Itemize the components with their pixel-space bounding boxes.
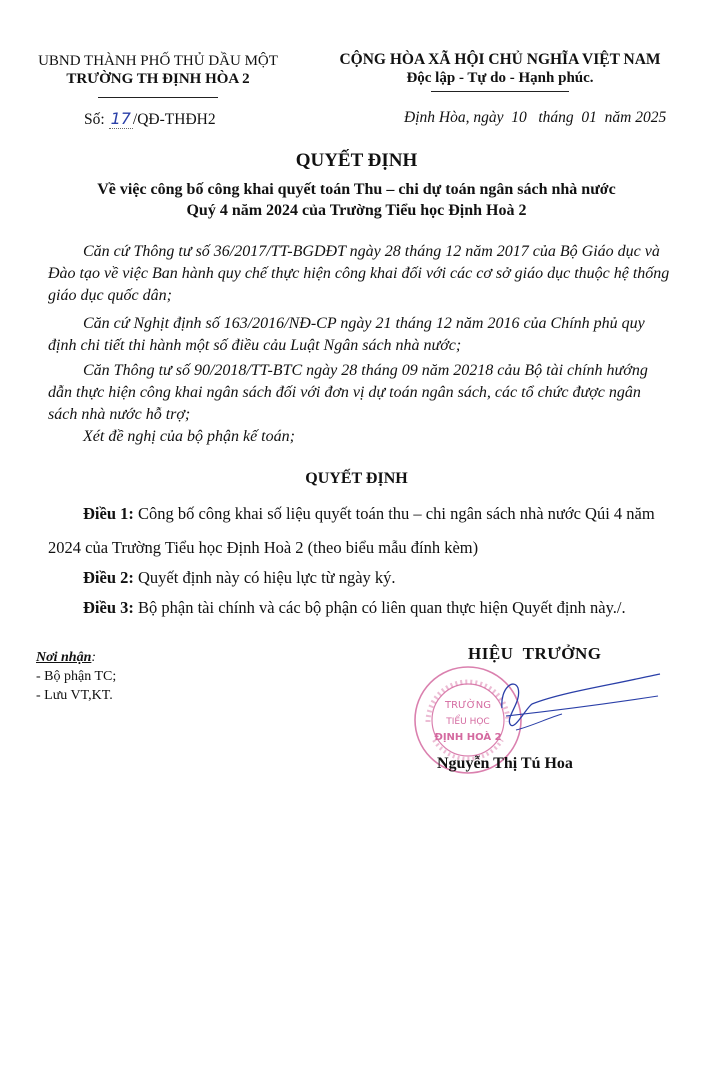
article-1 (48, 497, 673, 565)
article-2 (48, 561, 673, 595)
article-label: Điều 2: (83, 568, 134, 587)
number-suffix: /QĐ-THĐH2 (132, 111, 216, 128)
date-text: Định Hòa, ngày 10 tháng 01 năm 2025 (404, 109, 667, 126)
article-3 (48, 591, 673, 625)
document-title: QUYẾT ĐỊNH (295, 150, 418, 171)
national-motto: Độc lập - Tự do - Hạnh phúc. (406, 70, 594, 86)
recipient-item: - Lưu VT,KT. (36, 688, 113, 703)
article-text: Công bố công khai số liệu quyết toán thu – chi ngân sách nhà nước Qúi 4 năm 2024 của Trường Tiểu học Định Hoà 2 (theo biểu mẫu đính kèm) (48, 504, 655, 557)
recipient-item: - Bộ phận TC; (36, 669, 117, 684)
handwritten-number: 17 (110, 109, 131, 128)
seal-text: TRƯỜNG (445, 700, 491, 711)
divider (98, 97, 218, 98)
divider (431, 91, 569, 92)
seal-text: ĐỊNH HOÀ 2 (434, 732, 502, 743)
authority-line: UBND THÀNH PHỐ THỦ DẦU MỘT (38, 53, 278, 69)
subtitle-line-2: Quý 4 năm 2024 của Trường Tiểu học Định Hoà 2 (186, 202, 527, 219)
signer-position: HIỆU TRƯỞNG (468, 644, 602, 663)
recipients (36, 648, 116, 705)
article-text: Quyết định này có hiệu lực từ ngày ký. (133, 568, 396, 587)
school-name: TRƯỜNG TH ĐỊNH HÒA 2 (66, 71, 250, 87)
recipients-title: Nơi nhận (36, 650, 92, 665)
seal-text: TIỂU HỌC (446, 717, 490, 727)
article-label: Điều 1: (83, 504, 134, 523)
issuing-authority (18, 52, 298, 98)
date-line (404, 109, 666, 127)
handwritten-signature (492, 668, 662, 748)
national-title: CỘNG HÒA XÃ HỘI CHỦ NGHĨA VIỆT NAM (339, 51, 661, 68)
legal-basis-2: Căn cứ Nghịt định số 163/2016/NĐ-CP ngày 21 tháng 12 năm 2016 của Chính phủ quy định chi tiết thi hành một số điều cảu Luật Ngân sách nhà nước; (48, 315, 645, 354)
article-label: Điều 3: (83, 598, 134, 617)
signer-name: Nguyễn Thị Tú Hoa (437, 755, 573, 772)
recipients-colon: : (91, 650, 97, 665)
legal-basis-1: Căn cứ Thông tư số 36/2017/TT-BGDĐT ngày 28 tháng 12 năm 2017 của Bộ Giáo dục và Đào tạo về việc Ban hành quy chế thực hiện công khai đối với các cơ sở giáo dục thuộc hệ thống giáo dục quốc dân; (48, 243, 670, 304)
national-header (320, 50, 680, 92)
decision-heading: QUYẾT ĐỊNH (305, 470, 408, 487)
article-text: Bộ phận tài chính và các bộ phận có liên quan thực hiện Quyết định này./. (133, 598, 626, 617)
subtitle-line-1: Về việc công bố công khai quyết toán Thu – chi dự toán ngân sách nhà nước (97, 181, 616, 198)
proposal-line: Xét đề nghị của bộ phận kế toán; (83, 428, 295, 445)
legal-basis-3: Căn Thông tư số 90/2018/TT-BTC ngày 28 tháng 09 năm 20218 cảu Bộ tài chính hướng dẫn thực hiện công khai ngân sách đối với đơn vị dự toán ngân sách, các tổ chức được ngân sách nhà nước hỗ trợ; (48, 362, 648, 423)
number-prefix: Số: (84, 111, 105, 128)
document-number (84, 109, 216, 129)
